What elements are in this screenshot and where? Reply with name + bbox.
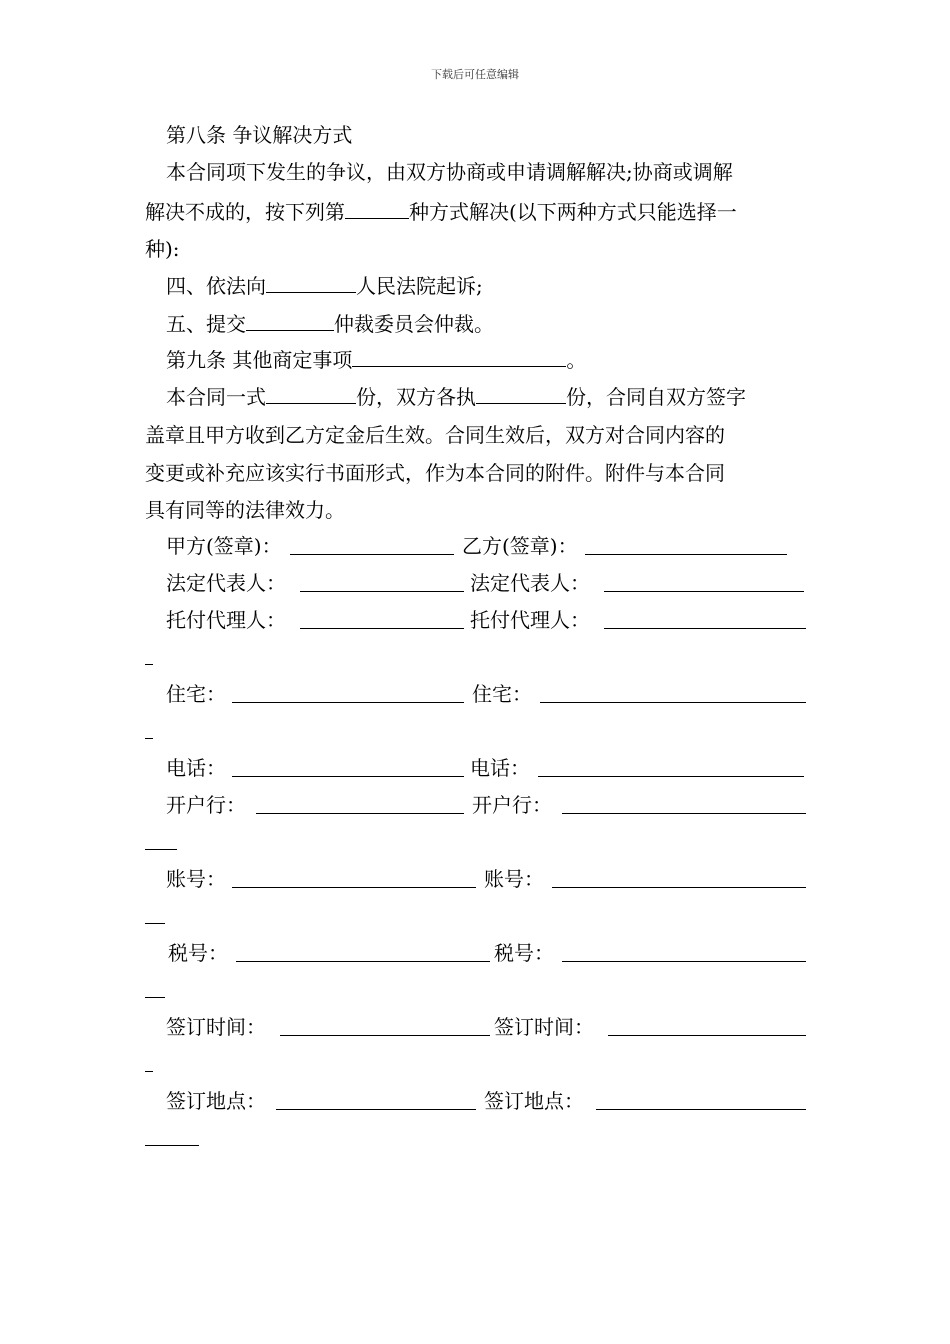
- article8-line2-text-b: 种方式解决(以下两种方式只能选择一: [409, 200, 737, 224]
- party-a-agent-label: 托付代理人：: [166, 608, 286, 632]
- article9-title: [166, 346, 586, 373]
- article8-paragraph-line2: [145, 198, 737, 225]
- option-four: [166, 272, 483, 299]
- article9-paragraph-line4: 具有同等的法律效力。: [145, 498, 345, 522]
- option-five: [166, 310, 494, 337]
- article9-line1-text-c: 份，合同自双方签字: [566, 385, 746, 409]
- article9-title-period: 。: [566, 348, 587, 372]
- party-b-seal-label: 乙方(签章)：: [462, 534, 578, 558]
- party-b-tax-blank[interactable]: [562, 961, 806, 962]
- article9-line1-text-a: 本合同一式: [166, 385, 266, 409]
- party-b-residence-blank[interactable]: [540, 702, 806, 703]
- article9-line1-text-b: 份，双方各执: [356, 385, 476, 409]
- party-a-seal-blank[interactable]: [290, 554, 454, 555]
- party-b-bank-blank-wrap: [145, 849, 177, 850]
- party-b-account-blank-wrap: [145, 923, 165, 924]
- party-a-agent-blank[interactable]: [300, 628, 464, 629]
- copies-total-blank[interactable]: [266, 383, 356, 404]
- party-a-date-blank[interactable]: [280, 1035, 490, 1036]
- article9-paragraph-line2: 盖章且甲方收到乙方定金后生效。合同生效后，双方对合同内容的: [145, 423, 725, 447]
- party-b-account-label: 账号：: [484, 867, 544, 891]
- option-five-text-b: 仲裁委员会仲裁。: [334, 312, 494, 336]
- article9-paragraph-line3: 变更或补充应该实行书面形式，作为本合同的附件。附件与本合同: [145, 461, 725, 485]
- method-choice-blank[interactable]: [345, 198, 409, 219]
- party-b-residence-label: 住宅：: [472, 682, 532, 706]
- article8-paragraph-line3: 种):: [145, 237, 180, 261]
- party-b-agent-blank[interactable]: [604, 628, 806, 629]
- option-five-text-a: 五、提交: [166, 312, 246, 336]
- party-a-account-blank[interactable]: [232, 887, 476, 888]
- party-a-bank-blank[interactable]: [256, 813, 464, 814]
- party-b-seal-blank[interactable]: [585, 554, 787, 555]
- option-four-text-a: 四、依法向: [166, 274, 266, 298]
- party-b-place-label: 签订地点：: [484, 1089, 584, 1113]
- page-header: 下载后可任意编辑: [431, 68, 519, 81]
- copies-each-blank[interactable]: [476, 383, 566, 404]
- party-b-rep-label: 法定代表人：: [470, 571, 590, 595]
- option-four-text-b: 人民法院起诉;: [356, 274, 483, 298]
- party-a-tax-label: 税号：: [168, 941, 228, 965]
- party-b-agent-label: 托付代理人：: [470, 608, 590, 632]
- party-b-place-blank-wrap: [145, 1145, 199, 1146]
- article9-paragraph-line1: [166, 383, 746, 410]
- party-b-residence-blank-wrap: [145, 738, 153, 739]
- article9-title-text: 第九条 其他商定事项: [166, 348, 353, 372]
- article8-title: 第八条 争议解决方式: [166, 123, 353, 147]
- party-b-date-blank[interactable]: [608, 1035, 806, 1036]
- party-a-place-label: 签订地点：: [166, 1089, 266, 1113]
- party-b-account-blank[interactable]: [552, 887, 806, 888]
- article8-paragraph-line1: 本合同项下发生的争议，由双方协商或申请调解解决;协商或调解: [166, 160, 733, 184]
- party-b-bank-blank[interactable]: [562, 813, 806, 814]
- party-b-tax-label: 税号：: [494, 941, 554, 965]
- party-a-tax-blank[interactable]: [236, 961, 490, 962]
- article8-line2-text-a: 解决不成的，按下列第: [145, 200, 345, 224]
- court-name-blank[interactable]: [266, 272, 356, 293]
- party-a-bank-label: 开户行：: [166, 793, 246, 817]
- party-a-phone-label: 电话：: [166, 756, 226, 780]
- party-a-residence-label: 住宅：: [166, 682, 226, 706]
- party-a-residence-blank[interactable]: [232, 702, 464, 703]
- party-b-agent-blank-wrap: [145, 664, 153, 665]
- party-b-phone-label: 电话：: [470, 756, 530, 780]
- party-b-phone-blank[interactable]: [538, 776, 804, 777]
- party-a-place-blank[interactable]: [276, 1109, 476, 1110]
- party-b-place-blank[interactable]: [596, 1109, 806, 1110]
- party-a-rep-blank[interactable]: [300, 591, 464, 592]
- party-a-date-label: 签订时间：: [166, 1015, 266, 1039]
- party-b-rep-blank[interactable]: [604, 591, 804, 592]
- party-a-rep-label: 法定代表人：: [166, 571, 286, 595]
- other-matters-blank[interactable]: [352, 346, 566, 367]
- party-b-date-label: 签订时间：: [494, 1015, 594, 1039]
- party-a-seal-label: 甲方(签章)：: [166, 534, 282, 558]
- party-b-tax-blank-wrap: [145, 997, 165, 998]
- party-b-date-blank-wrap: [145, 1071, 153, 1072]
- arbitration-committee-blank[interactable]: [246, 310, 334, 331]
- party-a-phone-blank[interactable]: [232, 776, 464, 777]
- party-a-account-label: 账号：: [166, 867, 226, 891]
- party-b-bank-label: 开户行：: [472, 793, 552, 817]
